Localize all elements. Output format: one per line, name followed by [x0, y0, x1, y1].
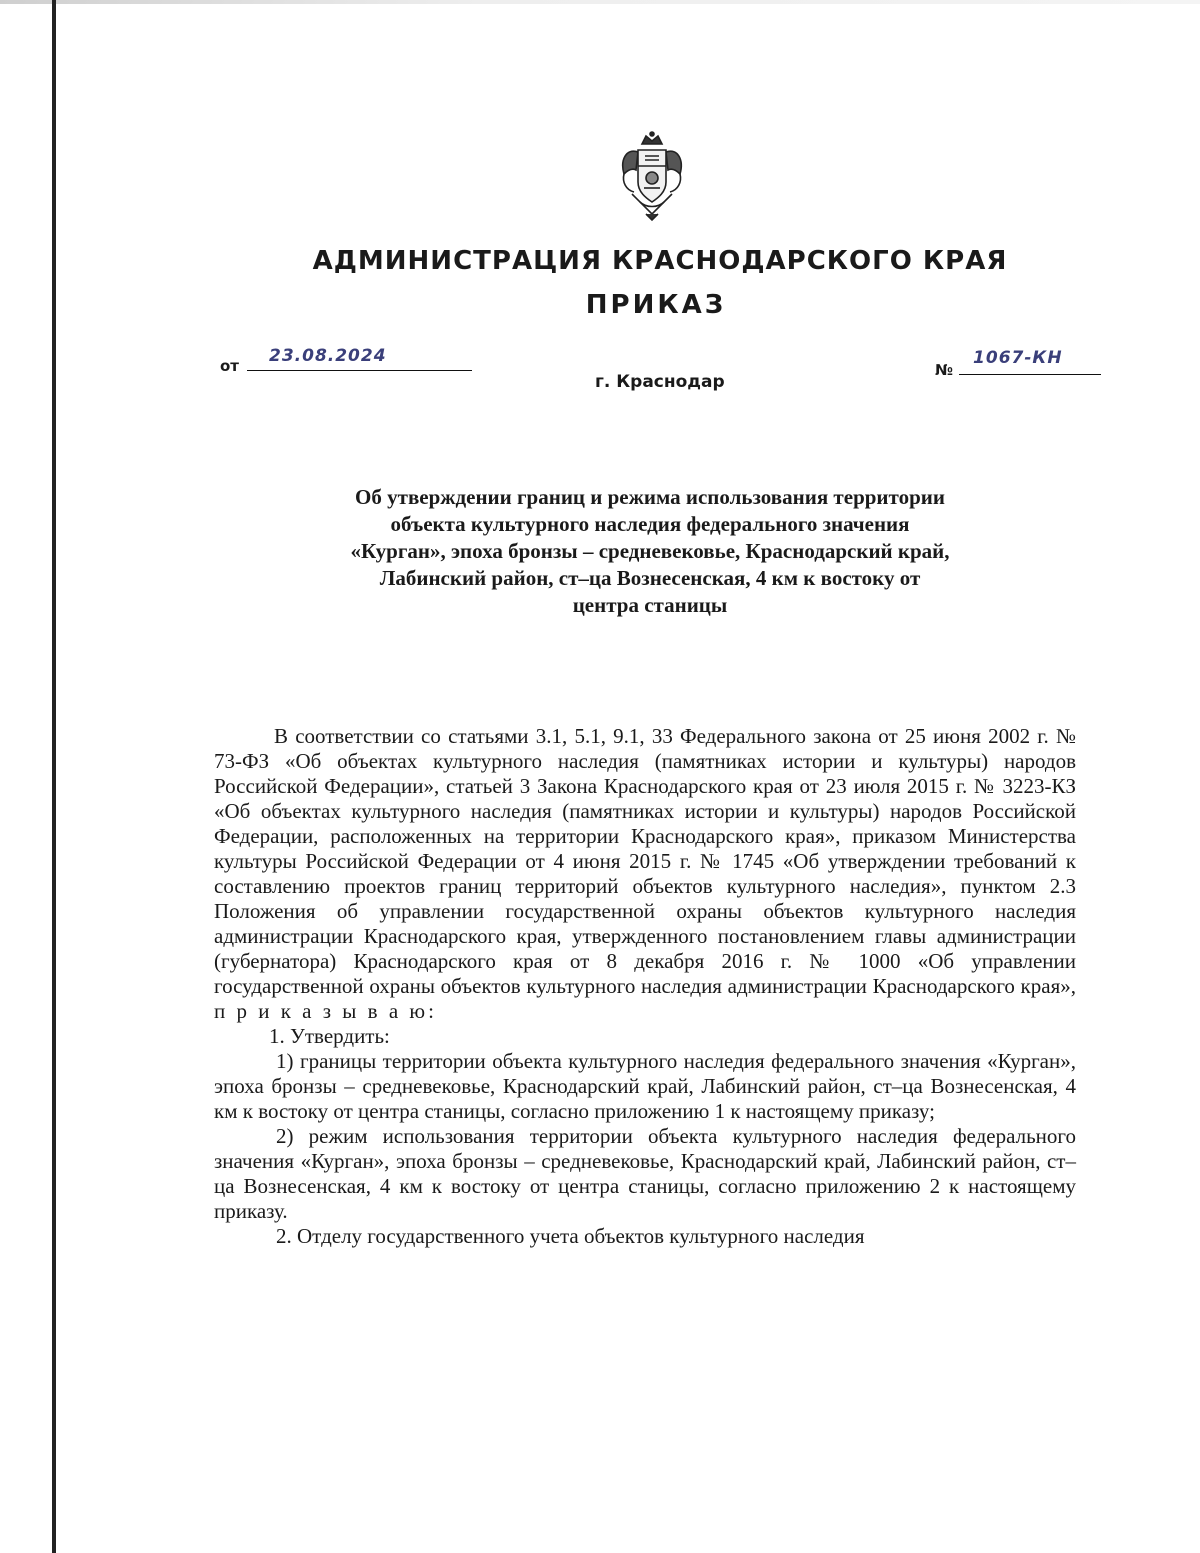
preamble-paragraph [214, 724, 1076, 1024]
date-handwritten: 23.08.2024 [269, 346, 387, 366]
organization-title: АДМИНИСТРАЦИЯ КРАСНОДАРСКОГО КРАЯ [312, 246, 1008, 276]
subject-line: «Курган», эпоха бронзы – средневековье, Краснодарский край, [350, 539, 950, 563]
number-line [959, 348, 1101, 375]
subject-line: центра станицы [572, 593, 728, 617]
item-1-2: 2) режим использования территории объекта культурного наследия федерального значения «Курган», эпоха бронзы – средневековье, Краснодарский край, Лабинский район, ст–ца Вознесенская, 4 км к востоку от центра станицы, согласно приложению 2 к настоящему приказу. [214, 1124, 1076, 1223]
order-word: п р и к а з ы в а ю: [214, 999, 437, 1023]
scan-edge-left [52, 0, 56, 1553]
subject-line: Об утверждении границ и режима использования территории [355, 485, 945, 509]
item-1: 1. Утвердить: [269, 1024, 390, 1048]
date-line [247, 346, 472, 371]
date-prefix: от [220, 357, 239, 375]
number-prefix: № [935, 361, 954, 379]
item-2-start: 2. Отделу государственного учета объектов культурного наследия [276, 1224, 865, 1248]
scan-edge-top [0, 0, 1200, 4]
preamble-text: В соответствии со статьями 3.1, 5.1, 9.1, 33 Федерального закона от 25 июня 2002 г. № 73-ФЗ «Об объектах культурного наследия (памятниках истории и культуры) народов Российской Федерации», статьей 3 Закона Краснодарского края от 23 июля 2015 г. № 3223-КЗ «Об объектах культурного наследия (памятниках истории и культуры) народов Российской Федерации, расположенных на территории Краснодарского края», приказом Министерства культуры Российской Федерации от 4 июня 2015 г. № 1745 «Об утверждении требований к составлению проектов границ территорий объектов культурного наследия», пунктом 2.3 Положения об управлении государственной охраны объектов культурного наследия администрации Краснодарского края, утвержденного постановлением главы администрации (губернатора) Краснодарского края от 8 декабря 2016 г. № 1000 «Об управлении государственной охраны объектов культурного наследия администрации Краснодарского края», [214, 724, 1076, 998]
city: г. Краснодар [595, 372, 725, 392]
document-type: ПРИКАЗ [585, 290, 727, 320]
number-handwritten: 1067-КН [973, 348, 1063, 368]
number-row [935, 348, 1101, 379]
coat-of-arms-icon [616, 130, 688, 222]
subject-line: Лабинский район, ст–ца Вознесенская, 4 км к востоку от [379, 566, 921, 590]
order-body [214, 724, 1076, 1249]
date-row [220, 346, 472, 375]
subject-line: объекта культурного наследия федерального значения [390, 512, 910, 536]
item-1-1: 1) границы территории объекта культурного наследия федерального значения «Курган», эпоха бронзы – средневековье, Краснодарский край, Лабинский район, ст–ца Вознесенская, 4 км к востоку от центра станицы, согласно приложению 1 к настоящему приказу; [214, 1049, 1076, 1123]
order-subject [250, 484, 1050, 619]
